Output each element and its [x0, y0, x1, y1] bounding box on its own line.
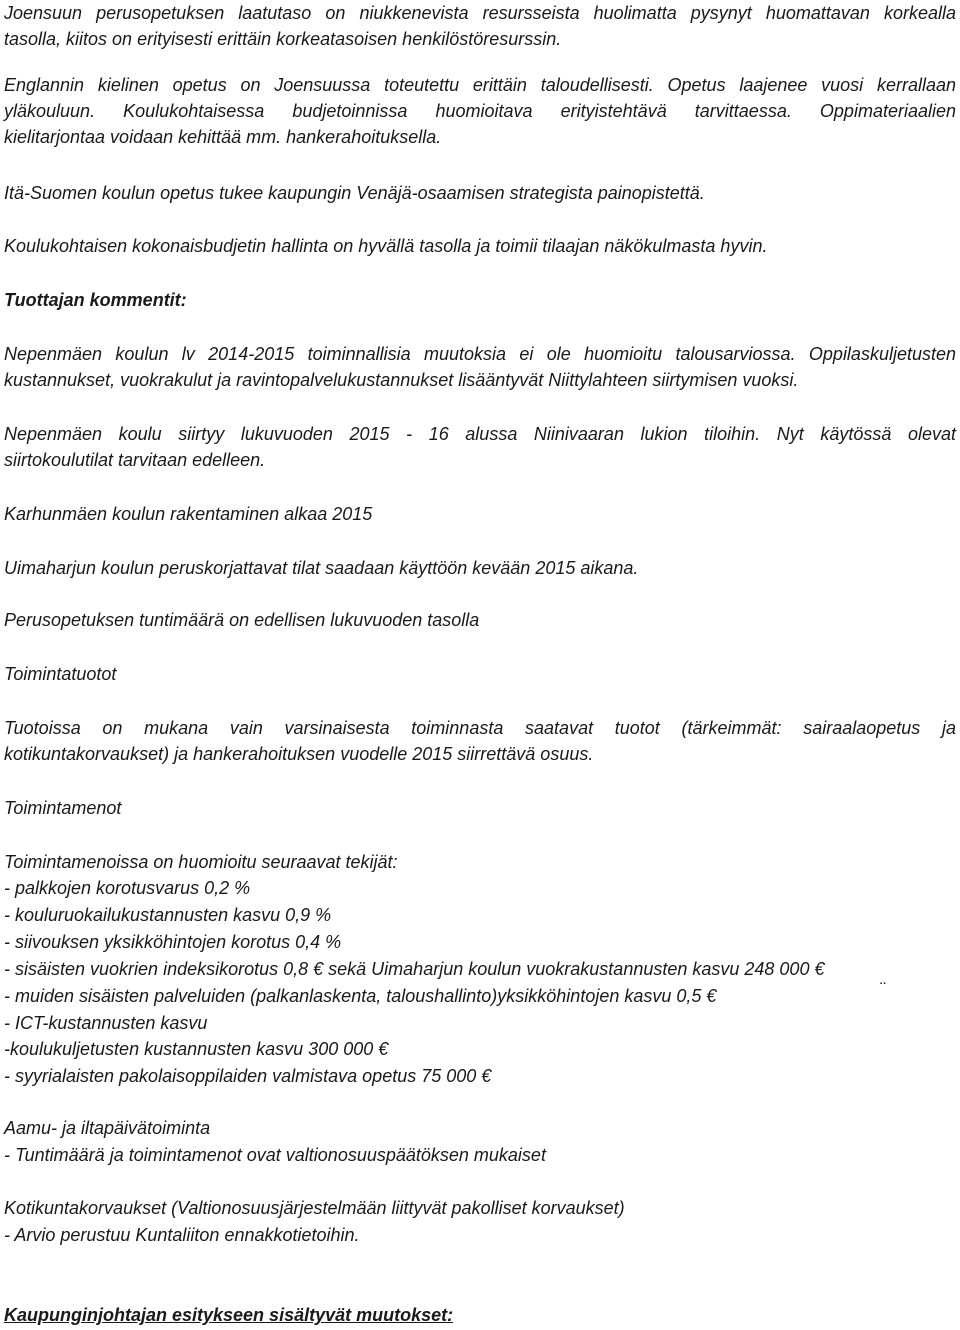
paragraph-nepenmaki-line1: Nepenmäen koulun lv 2014-2015 toiminnallisia muutoksia ei ole huomioitu talousarviossa. Oppilaskuljetusten	[4, 344, 956, 364]
list-item: - palkkojen korotusvarus 0,2 %	[4, 878, 251, 898]
paragraph-english-line3: kielitarjontaa voidaan kehittää mm. hankerahoituksella.	[4, 127, 442, 147]
paragraph-nepenmaki-move-line2: siirtokoulutilat tarvitaan edelleen.	[4, 450, 266, 470]
paragraph-english-line2: yläkouluun. Koulukohtaisessa budjetoinnissa huomioitava erityistehtävä tarvittaessa. Oppimateriaalien	[4, 101, 956, 121]
list-item: - muiden sisäisten palveluiden (palkanlaskenta, taloushallinto)yksikköhintojen kasvu 0,5 €	[4, 986, 717, 1006]
paragraph-nepenmaki-line2: kustannukset, vuokrakulut ja ravintopalvelukustannukset lisääntyvät Niittylahteen siirtymisen vuoksi.	[4, 370, 799, 390]
paragraph-ita-suomi: Itä-Suomen koulun opetus tukee kaupungin Venäjä-osaamisen strategista painopistettä.	[4, 183, 705, 203]
heading-operating-income: Toimintatuotot	[4, 664, 117, 684]
heading-producer-comments: Tuottajan kommentit:	[4, 290, 187, 310]
heading-operating-expenses: Toimintamenot	[4, 798, 122, 818]
list-item: -koulukuljetusten kustannusten kasvu 300 000 €	[4, 1039, 389, 1059]
paragraph-lesson-hours: Perusopetuksen tuntimäärä on edellisen lukuvuoden tasolla	[4, 610, 480, 630]
list-item: - kouluruokailukustannusten kasvu 0,9 %	[4, 905, 332, 925]
paragraph-uimaharju: Uimaharjun koulun peruskorjattavat tilat saadaan käyttöön kevään 2015 aikana.	[4, 558, 639, 578]
list-item: - siivouksen yksikköhintojen korotus 0,4 %	[4, 932, 342, 952]
list-item: - sisäisten vuokrien indeksikorotus 0,8 € sekä Uimaharjun koulun vuokrakustannusten kasvu 248 000 €	[4, 959, 825, 979]
paragraph-home-municipality: - Arvio perustuu Kuntaliiton ennakkotietoihin.	[4, 1225, 360, 1245]
paragraph-quality-line1: Joensuun perusopetuksen laatutaso on niukkenevista resursseista huolimatta pysynyt huomattavan korkealla	[4, 3, 956, 23]
list-item: - syyrialaisten pakolaisoppilaiden valmistava opetus 75 000 €	[4, 1066, 492, 1086]
paragraph-nepenmaki-move-line1: Nepenmäen koulu siirtyy lukuvuoden 2015 - 16 alussa Niinivaaran lukion tiloihin. Nyt käytössä olevat	[4, 424, 956, 444]
paragraph-quality-line2: tasolla, kiitos on erityisesti erittäin korkeatasoisen henkilöstöresurssin.	[4, 29, 562, 49]
paragraph-karhunmaki: Karhunmäen koulun rakentaminen alkaa 2015	[4, 504, 373, 524]
paragraph-budget: Koulukohtaisen kokonaisbudjetin hallinta on hyvällä tasolla ja toimii tilaajan näkökulmasta hyvin.	[4, 236, 768, 256]
paragraph-english-line1: Englannin kielinen opetus on Joensuussa toteutettu erittäin taloudellisesti. Opetus laajenee vuosi kerrallaan	[4, 75, 956, 95]
stray-mark: ¨	[880, 979, 886, 999]
paragraph-expense-factors: Toimintamenoissa on huomioitu seuraavat tekijät:	[4, 852, 398, 872]
heading-home-municipality: Kotikuntakorvaukset (Valtionosuusjärjestelmään liittyvät pakolliset korvaukset)	[4, 1198, 625, 1218]
heading-mayor-proposal: Kaupunginjohtajan esitykseen sisältyvät muutokset:	[4, 1305, 454, 1325]
paragraph-income-line2: kotikuntakorvaukset) ja hankerahoituksen vuodelle 2015 siirrettävä osuus.	[4, 744, 594, 764]
heading-before-after-school: Aamu- ja iltapäivätoiminta	[4, 1118, 211, 1138]
paragraph-before-after-school: - Tuntimäärä ja toimintamenot ovat valtionosuuspäätöksen mukaiset	[4, 1145, 546, 1165]
list-item: - ICT-kustannusten kasvu	[4, 1013, 208, 1033]
paragraph-income-line1: Tuotoissa on mukana vain varsinaisesta toiminnasta saatavat tuotot (tärkeimmät: sairaalaopetus ja	[4, 718, 956, 738]
